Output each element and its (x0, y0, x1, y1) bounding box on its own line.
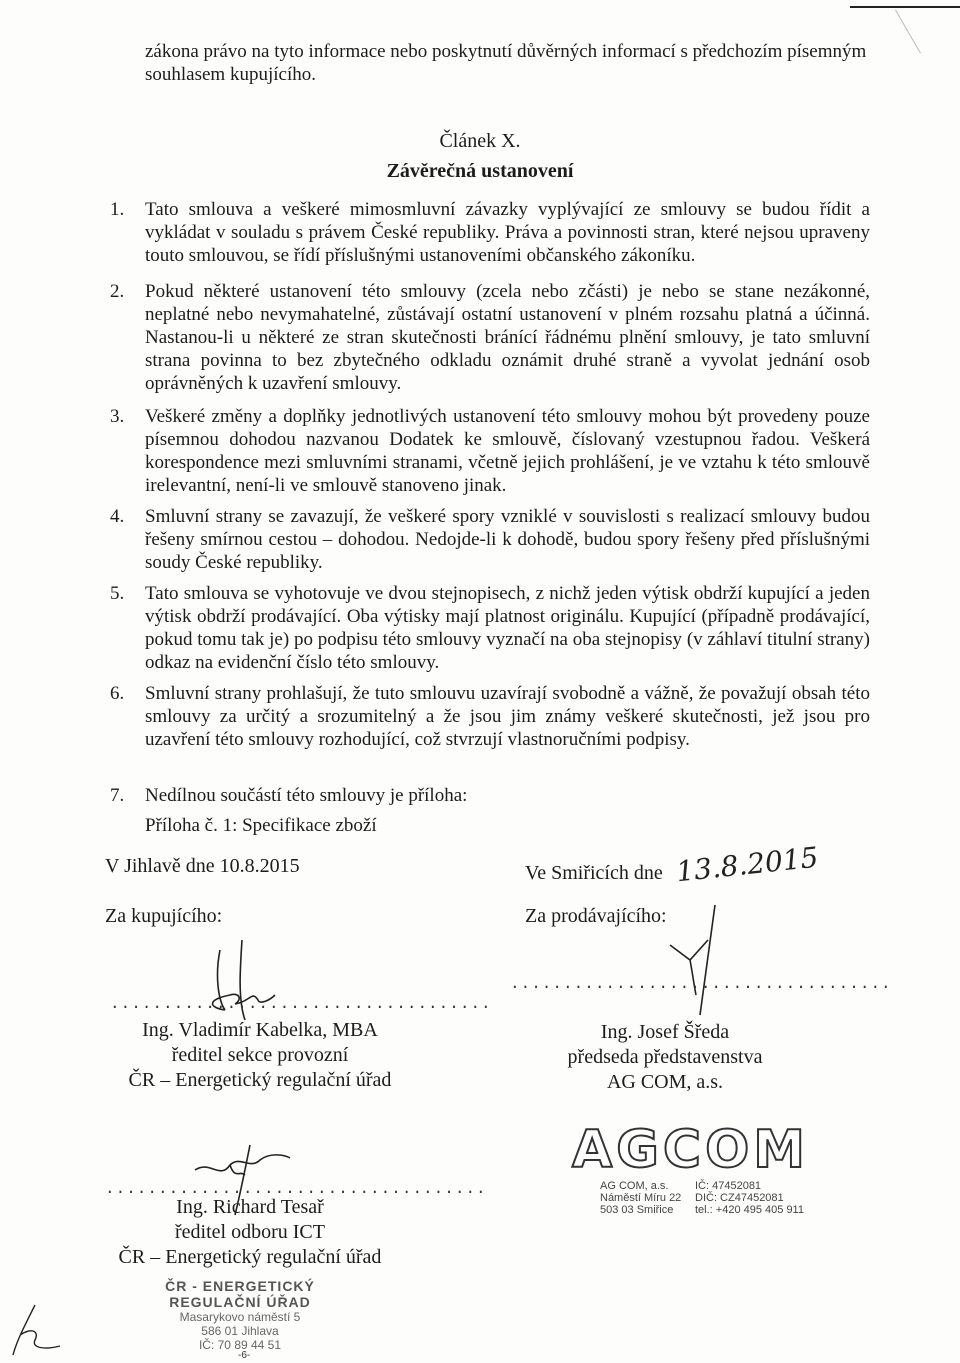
clause (110, 280, 870, 395)
clause-number: 5. (110, 583, 125, 604)
signature-line: .................................... (110, 995, 492, 1013)
article-number: Článek X. (439, 130, 521, 152)
signatory-role: ředitel odboru ICT (175, 1221, 325, 1243)
article-title: Závěrečná ustanovení (386, 160, 574, 182)
clause-text: Pokud některé ustanovení této smlouvy (zcela nebo zčásti) je nebo se stane nezákonné, neplatné nebo nevymahatelné, zůstávají ostatní ustanovení v plném rozsahu platná a účinná. Nastanou-li u některé ze stran skutečnosti bránící řádnému plnění smlouvy, je tato smluvní strana povinna to bez zbytečného odkladu oznámit druhé straně a vyvolat jednání osob oprávněných k uzavření smlouvy. (145, 281, 870, 394)
signatory-org: AG COM, a.s. (606, 1071, 724, 1093)
clause (110, 198, 870, 267)
office-stamp: ČR - ENERGETICKÝ REGULAČNÍ ÚŘAD Masarykovo náměstí 5 586 01 Jihlava IČ: 70 89 44 51 (150, 1278, 330, 1352)
clause-number: 7. (110, 785, 125, 806)
clause-number: 2. (110, 281, 125, 302)
scan-edge-line (895, 10, 921, 54)
clause-text: Veškeré změny a doplňky jednotlivých ustanovení této smlouvy mohou být provedeny pouze písemnou dohodou nazvanou Dodatek ke smlouvě, číslovaný vzestupnou řadou. Veškerá korespondence mezi smluvními stranami, včetně jejich prohlášení, je ve vztahu k této smlouvě irelevantní, není-li ve smlouvě stanoveno jinak. (145, 406, 870, 496)
signatory-seller (520, 1020, 810, 1095)
clause-number: 6. (110, 683, 125, 704)
clause-number: 4. (110, 506, 125, 527)
signature-sreda (660, 900, 750, 1020)
signatory-name: Ing. Vladimír Kabelka, MBA (142, 1019, 378, 1041)
clause (110, 682, 870, 751)
clause-text: Smluvní strany se zavazují, že veškeré spory vzniklé v souvislosti s realizací smlouvy budou řešeny smírnou cestou – dohodou. Nedojde-li k dohodě, budou spory řešeny před příslušnými soudy České republiky. (145, 506, 870, 573)
scan-edge-line (850, 6, 960, 8)
company-stamp: AG COM, a.s. IČ: 47452081 Náměstí Míru 22 DIČ: CZ47452081 503 03 Smiřice tel.: +420 495 405 911 (600, 1180, 804, 1216)
signatory-role: předseda představenstva (567, 1046, 763, 1068)
signature-line: .................................... (105, 1180, 487, 1198)
office-stamp-title: ČR - ENERGETICKÝ REGULAČNÍ ÚŘAD (165, 1278, 315, 1310)
clause (110, 784, 870, 807)
signatory-name: Ing. Richard Tesař (176, 1196, 324, 1218)
signatory-name: Ing. Josef Šředa (600, 1021, 730, 1043)
handwritten-date: 13.8.2015 (674, 840, 820, 889)
clause (110, 505, 870, 574)
intro-text: zákona právo na tyto informace nebo poskytnutí důvěrných informací s předchozím písemným souhlasem kupujícího. (145, 41, 867, 85)
clause-number: 3. (110, 406, 125, 427)
signatory-buyer1 (110, 1018, 410, 1093)
signature-kabelka (180, 930, 300, 1030)
clause-text: Tato smlouva a veškeré mimosmluvní závazky vyplývající ze smlouvy se budou řídit a vykládat v souladu s právem České republiky. Práva a povinnosti stran, které nejsou upraveny touto smlouvou, se řídí příslušnými ustanoveními občanského zákoníku. (145, 199, 870, 266)
signatory-org: ČR – Energetický regulační úřad (128, 1069, 392, 1091)
signature-line: .................................... (510, 975, 892, 993)
signatory-buyer2 (110, 1195, 390, 1270)
page-number: -6- (238, 1350, 251, 1361)
buyer-label: Za kupujícího: (105, 905, 223, 927)
clause (110, 405, 870, 497)
clause-text: Smluvní strany prohlašují, že tuto smlouvu uzavírají svobodně a vážně, že považují obsah této smlouvy za určitý a srozumitelný a že jsou jim známy veškeré skutečnosti, jež jsou pro uzavření této smlouvy rozhodující, což stvrzují vlastnoručními podpisy. (145, 683, 870, 750)
place-date-seller: Ve Smiřicích dne (525, 862, 663, 884)
attachment-line: Příloha č. 1: Specifikace zboží (145, 815, 377, 836)
agcom-logo: AGCOM (572, 1120, 810, 1180)
place-date-buyer: V Jihlavě dne 10.8.2015 (105, 855, 300, 877)
signatory-role: ředitel sekce provozní (171, 1044, 349, 1066)
clause (110, 582, 870, 674)
clause-text: Nedílnou součástí této smlouvy je příloha: (145, 785, 468, 806)
margin-initials (5, 1300, 65, 1360)
clause-number: 1. (110, 199, 125, 220)
seller-label: Za prodávajícího: (525, 905, 667, 927)
clause-text: Tato smlouva se vyhotovuje ve dvou stejnopisech, z nichž jeden výtisk obdrží kupující a jeden výtisk obdrží prodávající. Oba výtisky mají platnost originálu. Kupující (případně prodávající, pokud tomu tak je) po podpisu této smlouvy vyznačí na oba stejnopisy (v záhlaví titulní strany) odkaz na evidenční číslo této smlouvy. (145, 583, 870, 673)
signatory-org: ČR – Energetický regulační úřad (118, 1246, 382, 1268)
